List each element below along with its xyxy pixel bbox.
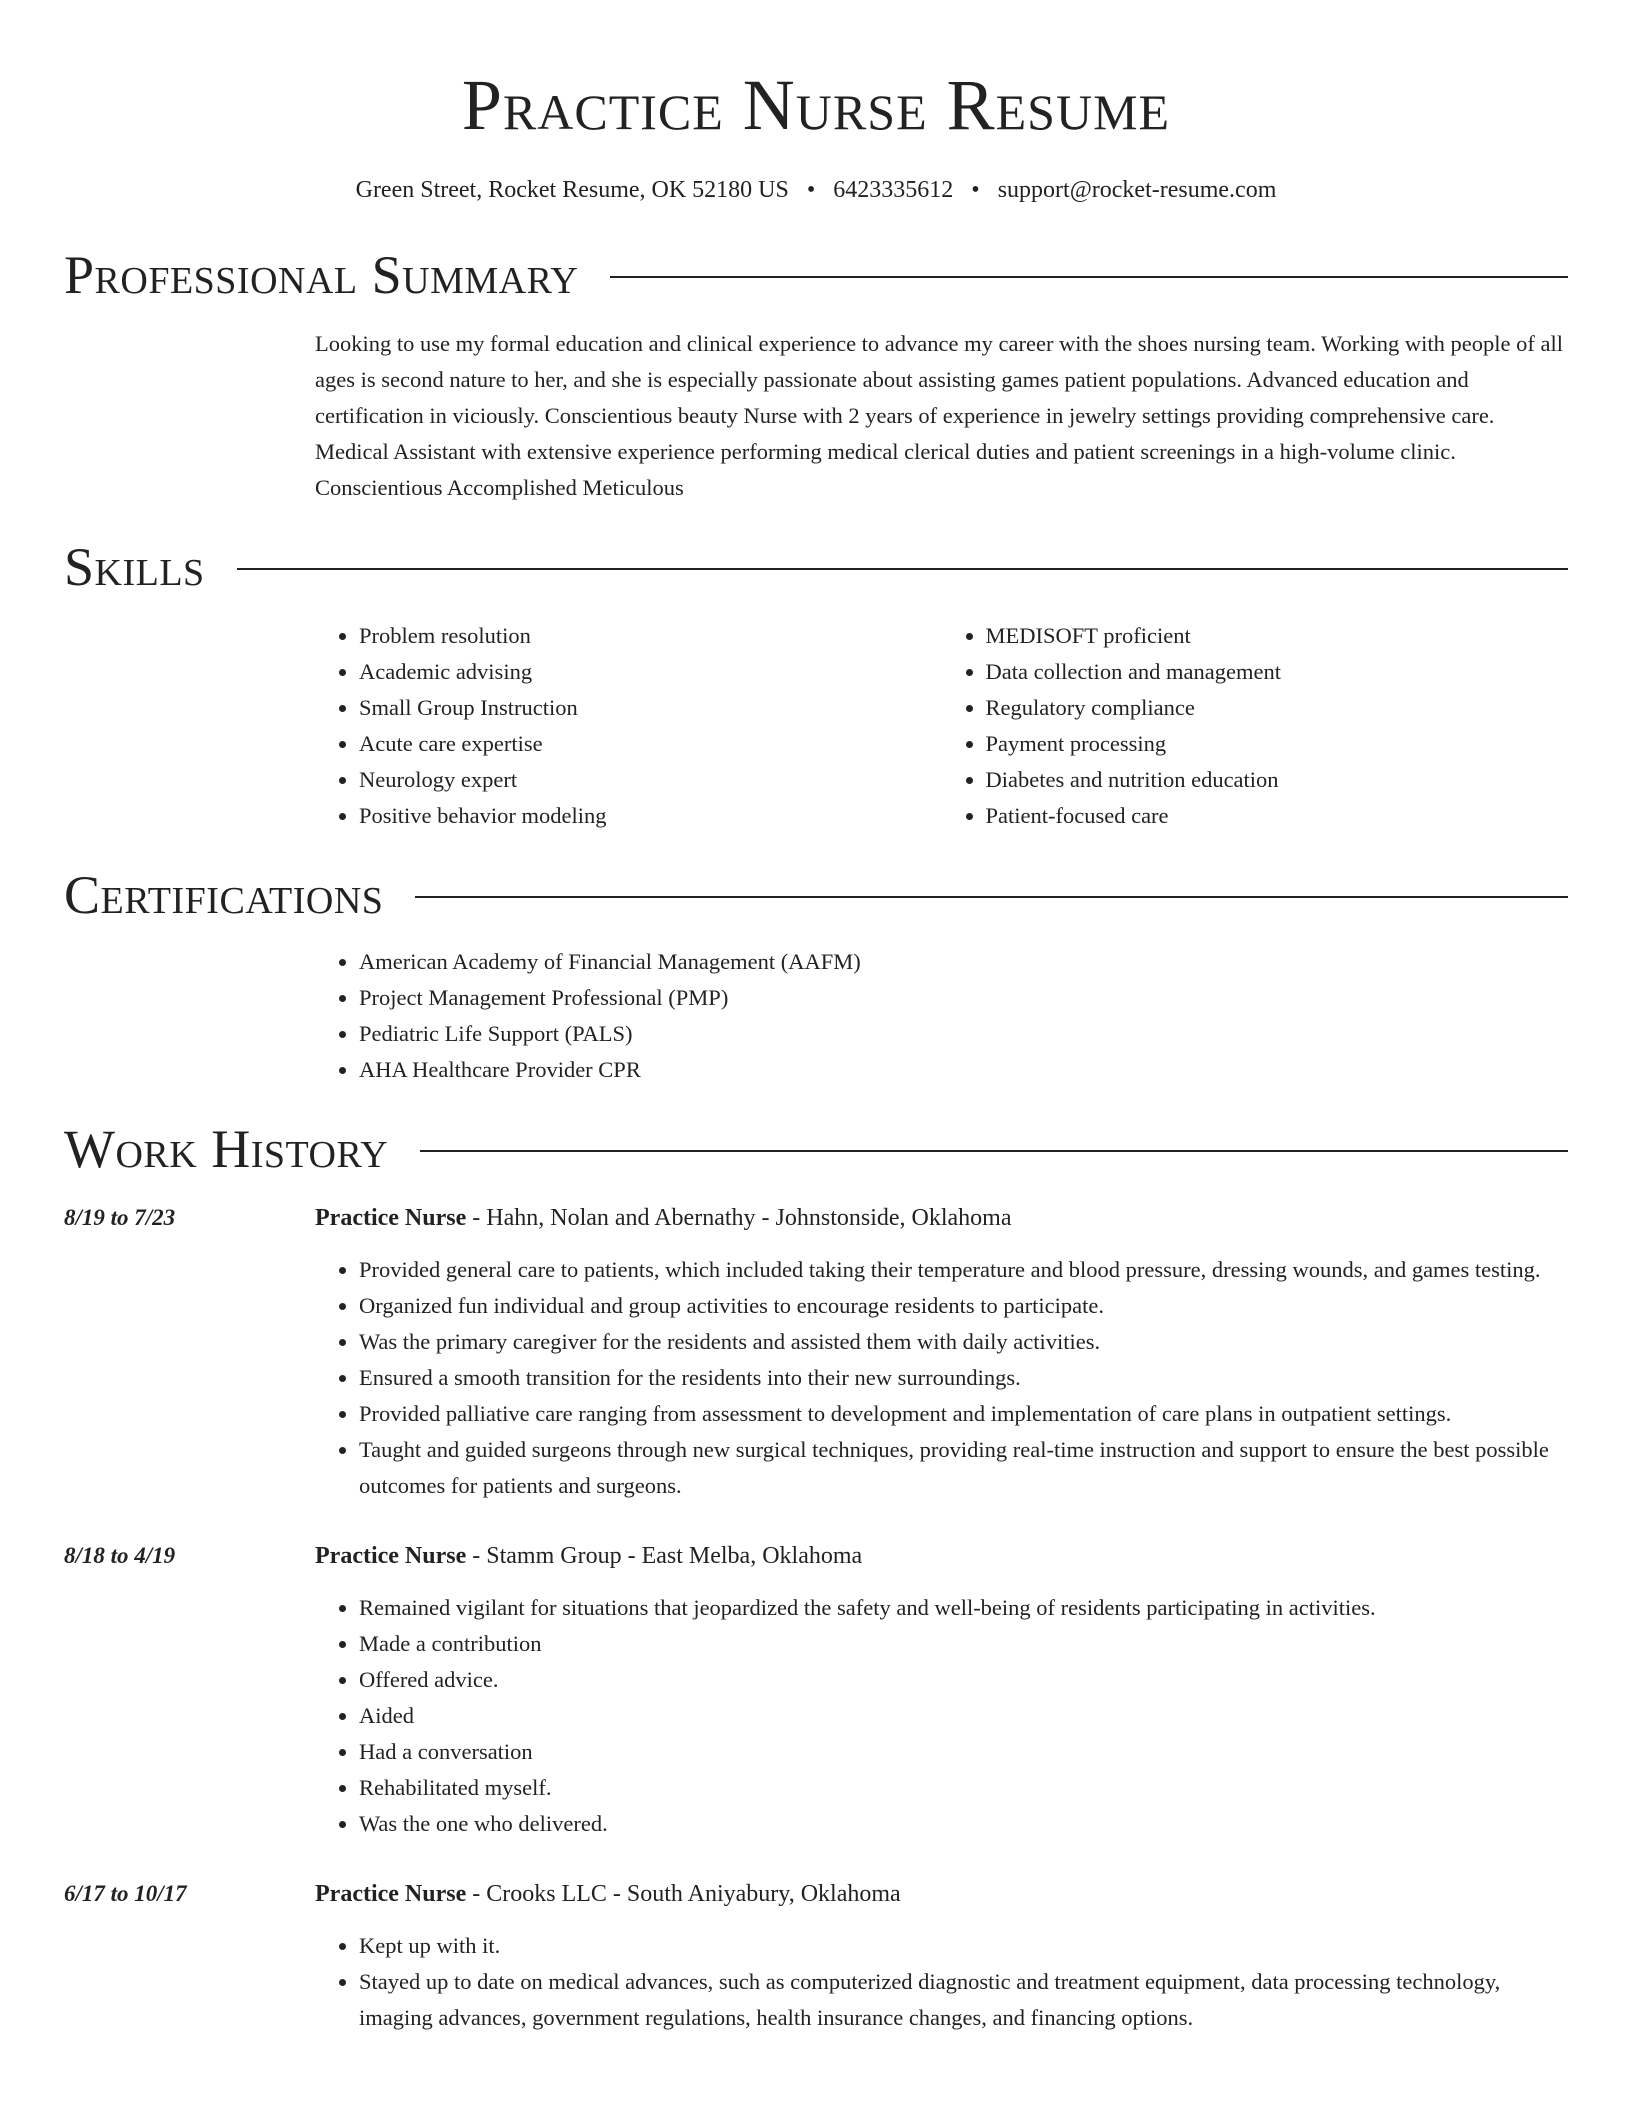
job-title-line — [315, 1876, 1568, 1912]
contact-separator: • — [971, 177, 980, 203]
certifications-title: Certifications — [64, 865, 384, 925]
job-bullets — [315, 1928, 1568, 2036]
skills-list-right — [942, 618, 1569, 834]
work-history-list — [64, 1200, 1568, 2036]
job-role: Practice Nurse — [315, 1881, 467, 1907]
job-entry — [64, 1876, 1568, 2036]
job-dates: 8/19 to 7/23 — [64, 1205, 176, 1230]
job-role: Practice Nurse — [315, 1205, 467, 1231]
job-entry — [64, 1200, 1568, 1504]
section-divider — [610, 276, 1568, 278]
job-employer-location: - Hahn, Nolan and Abernathy - Johnstonside, Oklahoma — [466, 1205, 1012, 1231]
skills-grid — [315, 618, 1568, 834]
job-title-line — [315, 1538, 1568, 1574]
summary-title: Professional Summary — [64, 245, 579, 305]
job-bullet: • Made a contribution — [359, 1626, 1568, 1662]
job-bullet: • Organized fun individual and group activities to encourage residents to participate. — [359, 1288, 1568, 1324]
skill-item: • Diabetes and nutrition education — [986, 762, 1569, 798]
skill-item: • Data collection and management — [986, 654, 1569, 690]
job-role: Practice Nurse — [315, 1543, 467, 1569]
certifications-block — [315, 944, 1568, 1088]
job-entry — [64, 1538, 1568, 1842]
certifications-list — [315, 944, 1568, 1088]
job-bullet: • Stayed up to date on medical advances, such as computerized diagnostic and treatment equipment, data processing technology, imaging advances, government regulations, health insurance changes, and financing options. — [359, 1964, 1568, 2036]
skill-item: • Regulatory compliance — [986, 690, 1569, 726]
job-bullets — [315, 1252, 1568, 1504]
job-details — [315, 1538, 1568, 1842]
certifications-section-heading — [64, 862, 1568, 928]
job-bullet: • Provided general care to patients, which included taking their temperature and blood pressure, dressing wounds, and games testing. — [359, 1252, 1568, 1288]
job-details — [315, 1876, 1568, 2036]
job-bullet: • Remained vigilant for situations that jeopardized the safety and well-being of residents participating in activities. — [359, 1590, 1568, 1626]
skill-item: • Payment processing — [986, 726, 1569, 762]
job-bullet: • Aided — [359, 1698, 1568, 1734]
job-bullet: • Offered advice. — [359, 1662, 1568, 1698]
certification-item: • American Academy of Financial Management (AAFM) — [359, 944, 1568, 980]
skill-item: • Neurology expert — [359, 762, 942, 798]
job-bullet: • Kept up with it. — [359, 1928, 1568, 1964]
summary-text: Looking to use my formal education and clinical experience to advance my career with the shoes nursing team. Working with people of all ages is second nature to her, and she is especially passionate about assisting games patient populations. Advanced education and certification in viciously. Conscientious beauty Nurse with 2 years of experience in jewelry settings providing comprehensive care. Medical Assistant with extensive experience performing medical clerical duties and patient screenings in a high-volume clinic. Conscientious Accomplished Meticulous — [315, 331, 1564, 500]
skill-item: • Acute care expertise — [359, 726, 942, 762]
section-divider — [420, 1150, 1568, 1152]
work-title: Work History — [64, 1119, 389, 1179]
certification-item: • Project Management Professional (PMP) — [359, 980, 1568, 1016]
skill-item: • Small Group Instruction — [359, 690, 942, 726]
work-section-heading — [64, 1116, 1568, 1182]
skills-title: Skills — [64, 537, 205, 597]
skills-list-left — [315, 618, 942, 834]
job-title-line — [315, 1200, 1568, 1236]
resume-title: Practice Nurse Resume — [461, 65, 1171, 145]
job-bullet: • Rehabilitated myself. — [359, 1770, 1568, 1806]
contact-address: Green Street, Rocket Resume, OK 52180 US — [355, 177, 789, 203]
section-divider — [415, 896, 1568, 898]
contact-line — [64, 174, 1568, 206]
job-dates: 8/18 to 4/19 — [64, 1543, 176, 1568]
job-employer-location: - Stamm Group - East Melba, Oklahoma — [466, 1543, 863, 1569]
contact-phone: 6423335612 — [833, 177, 954, 203]
job-dates: 6/17 to 10/17 — [64, 1881, 187, 1906]
job-bullets — [315, 1590, 1568, 1842]
job-details — [315, 1200, 1568, 1504]
contact-separator: • — [806, 177, 816, 203]
job-employer-location: - Crooks LLC - South Aniyabury, Oklahoma — [466, 1881, 901, 1907]
skill-item: • Patient-focused care — [986, 798, 1569, 834]
job-bullet: • Was the one who delivered. — [359, 1806, 1568, 1842]
certification-item: • AHA Healthcare Provider CPR — [359, 1052, 1568, 1088]
section-divider — [237, 568, 1568, 570]
skill-item: • Problem resolution — [359, 618, 942, 654]
skills-section-heading — [64, 534, 1568, 600]
job-bullet: • Had a conversation — [359, 1734, 1568, 1770]
skill-item: • Positive behavior modeling — [359, 798, 942, 834]
certification-item: • Pediatric Life Support (PALS) — [359, 1016, 1568, 1052]
skill-item: • Academic advising — [359, 654, 942, 690]
contact-email: support@rocket-resume.com — [997, 177, 1277, 203]
job-bullet: • Provided palliative care ranging from assessment to development and implementation of care plans in outpatient settings. — [359, 1396, 1568, 1432]
resume-page — [64, 0, 1568, 2036]
job-bullet: • Was the primary caregiver for the residents and assisted them with daily activities. — [359, 1324, 1568, 1360]
job-bullet: • Ensured a smooth transition for the residents into their new surroundings. — [359, 1360, 1568, 1396]
skill-item: • MEDISOFT proficient — [986, 618, 1569, 654]
job-bullet: • Taught and guided surgeons through new surgical techniques, providing real-time instruction and support to ensure the best possible outcomes for patients and surgeons. — [359, 1432, 1568, 1504]
summary-section-heading — [64, 242, 1568, 308]
